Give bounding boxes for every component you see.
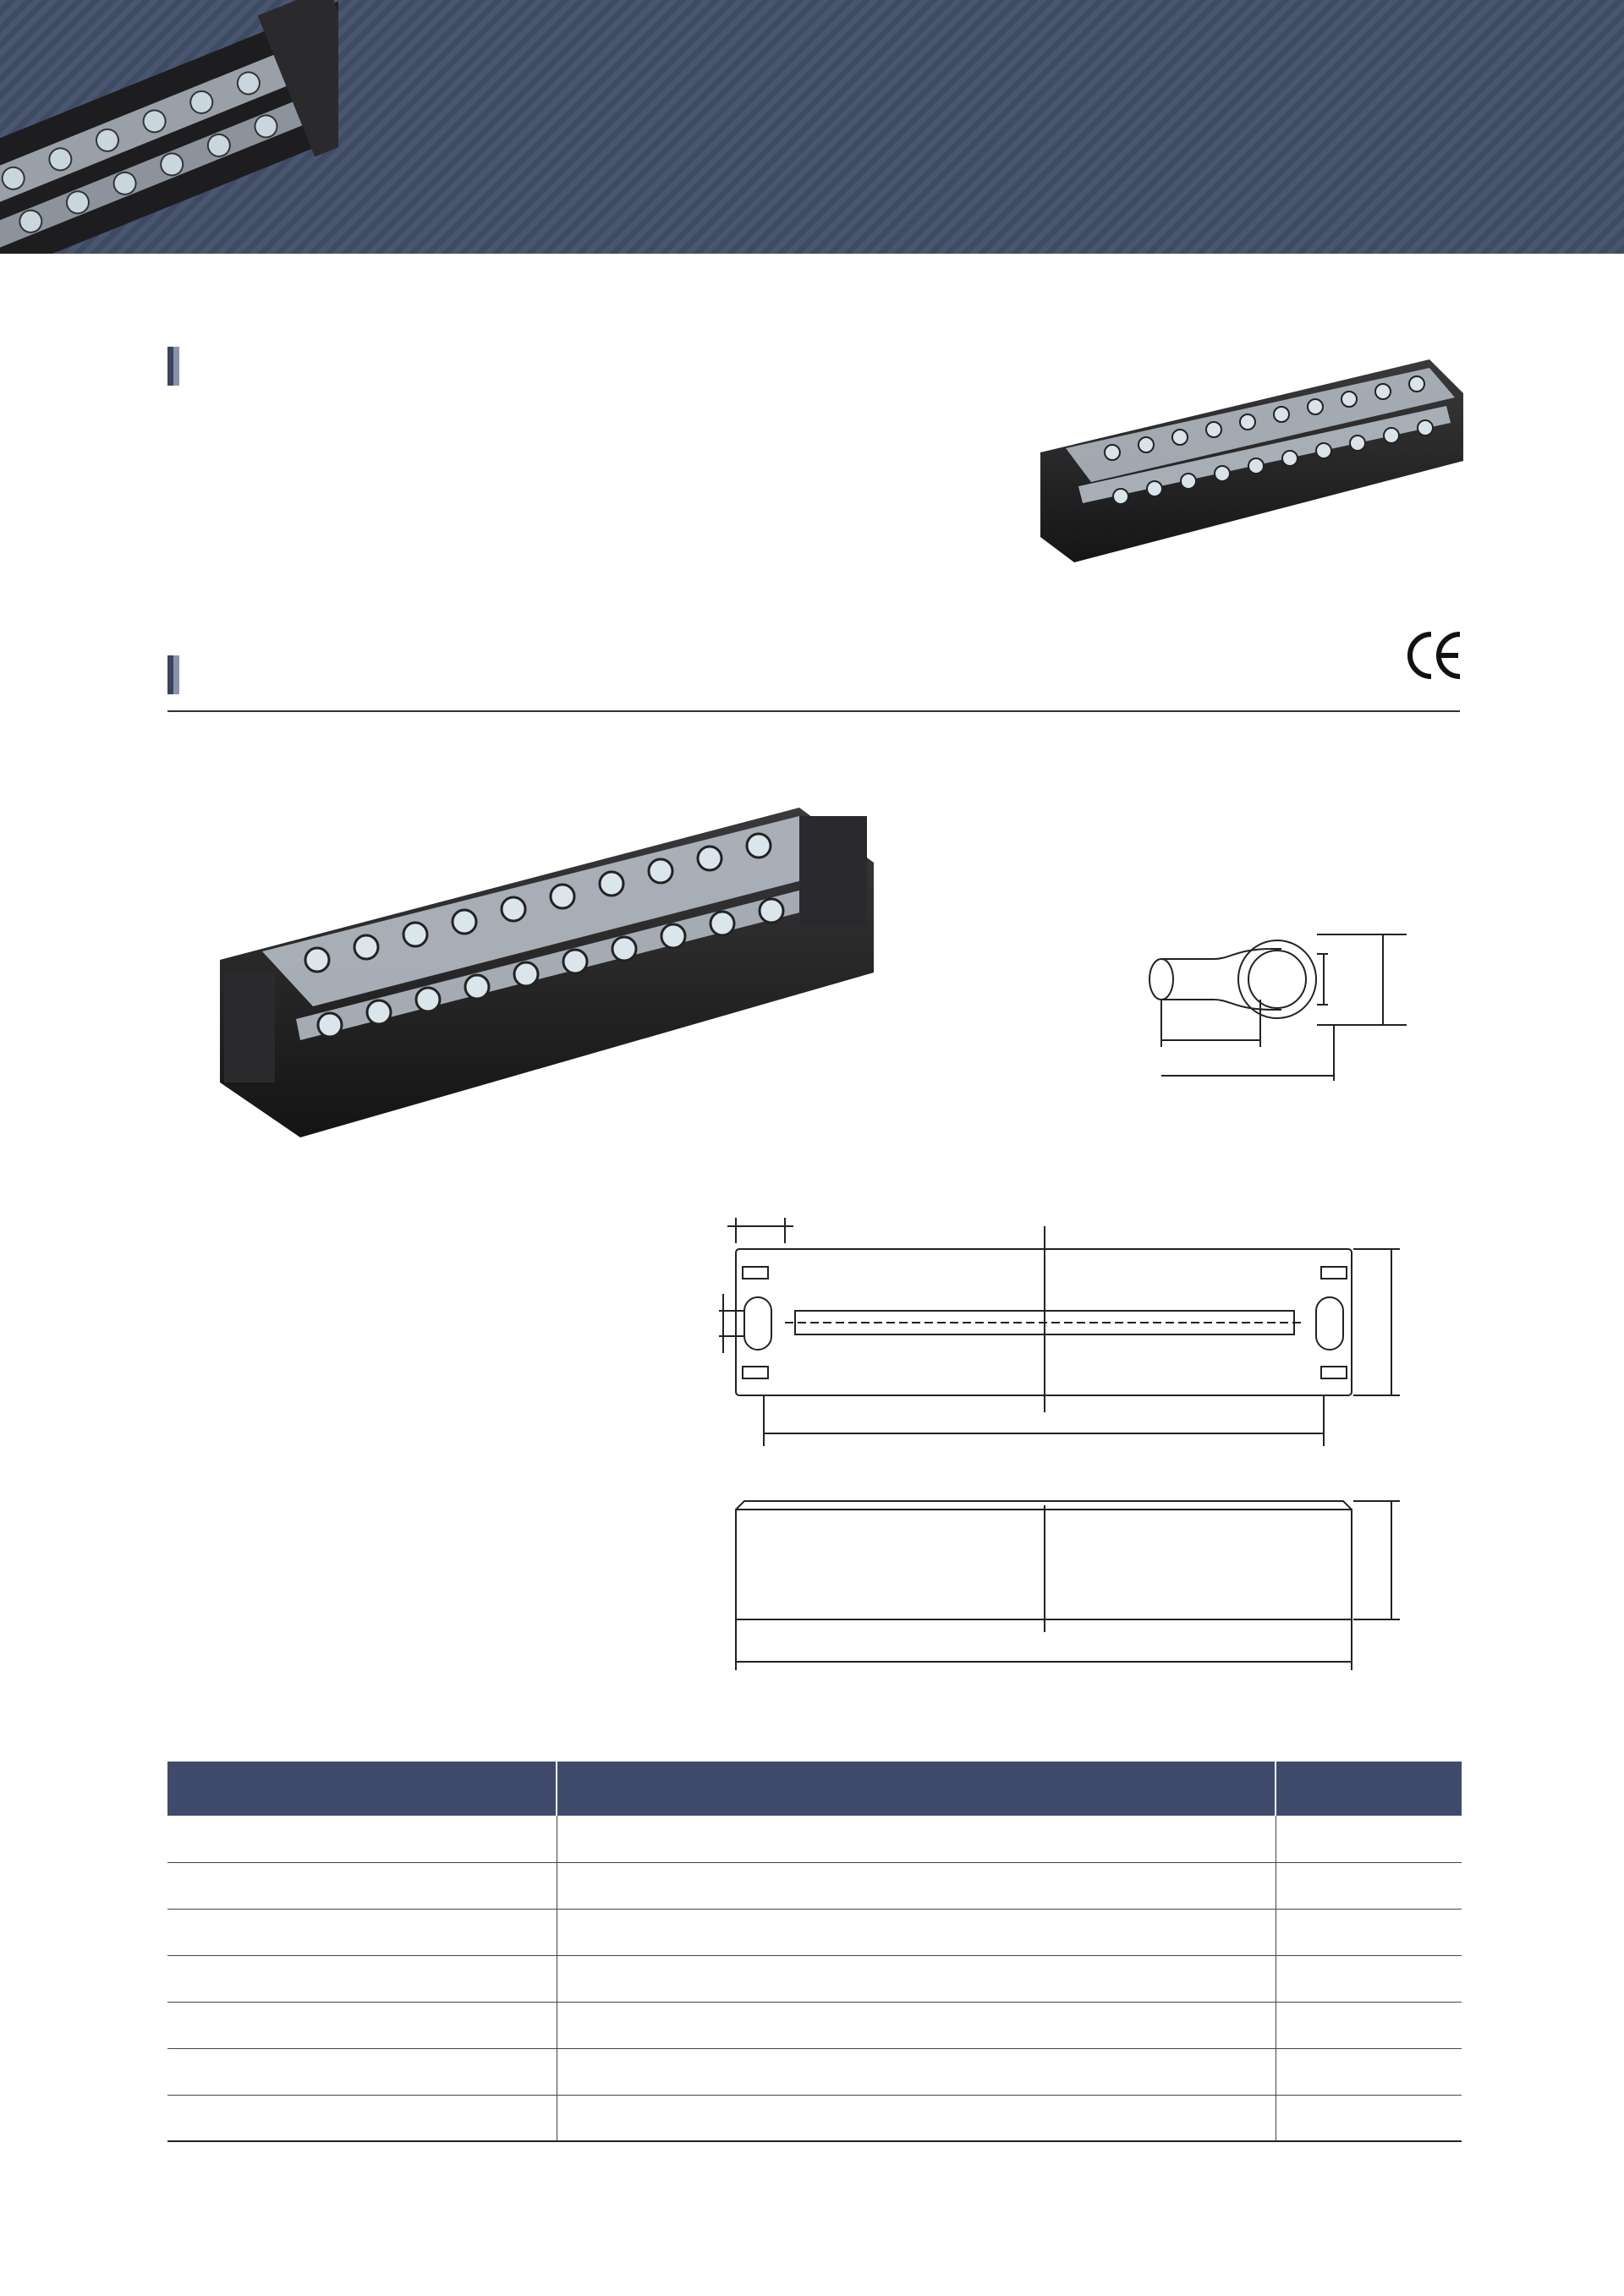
- spec-item: [167, 1909, 557, 1955]
- header-item: [167, 1762, 557, 1816]
- table-row: [167, 1909, 1462, 1955]
- spec-header-row: [167, 1762, 1462, 1816]
- spec-note: [1276, 1862, 1462, 1909]
- table-row: [167, 2002, 1462, 2048]
- heading-marker: [167, 655, 179, 694]
- spec-item: [167, 1816, 557, 1862]
- spec-item: [167, 2048, 557, 2095]
- features-heading: [167, 347, 191, 386]
- table-row: [167, 1955, 1462, 2002]
- table-row: [167, 2048, 1462, 2095]
- spec-value: [557, 2002, 1276, 2048]
- header-model: [557, 1762, 1276, 1816]
- spec-note: [1276, 1909, 1462, 1955]
- header-banner: [0, 0, 1624, 254]
- spec-note: [1276, 2095, 1462, 2141]
- spec-value: [557, 1862, 1276, 1909]
- spec-note: [1276, 2048, 1462, 2095]
- header-note: [1276, 1762, 1462, 1816]
- top-view-drawing: [685, 1201, 1413, 1455]
- spec-table: [167, 1762, 1462, 2142]
- heading-marker: [167, 347, 179, 386]
- spec-value: [557, 1816, 1276, 1862]
- section-divider: [167, 710, 1460, 712]
- table-row: [167, 1816, 1462, 1862]
- terminal-block-photo-small: [1032, 342, 1472, 571]
- spec-item: [167, 2002, 557, 2048]
- ce-mark-icon: [1404, 626, 1463, 685]
- spec-item: [167, 2095, 557, 2141]
- spec-item: [167, 1862, 557, 1909]
- side-view-drawing: [685, 1497, 1413, 1674]
- connection-terminal-drawing: [1138, 922, 1413, 1082]
- shape-heading: [167, 655, 191, 694]
- spec-value: [557, 2095, 1276, 2141]
- spec-note: [1276, 1816, 1462, 1862]
- terminal-block-banner-photo: [0, 0, 338, 254]
- terminal-block-photo-large: [216, 803, 875, 1142]
- spec-value: [557, 1909, 1276, 1955]
- spec-value: [557, 1955, 1276, 2002]
- spec-note: [1276, 2002, 1462, 2048]
- table-row: [167, 1862, 1462, 1909]
- spec-item: [167, 1955, 557, 2002]
- spec-value: [557, 2048, 1276, 2095]
- table-row: [167, 2095, 1462, 2141]
- spec-note: [1276, 1955, 1462, 2002]
